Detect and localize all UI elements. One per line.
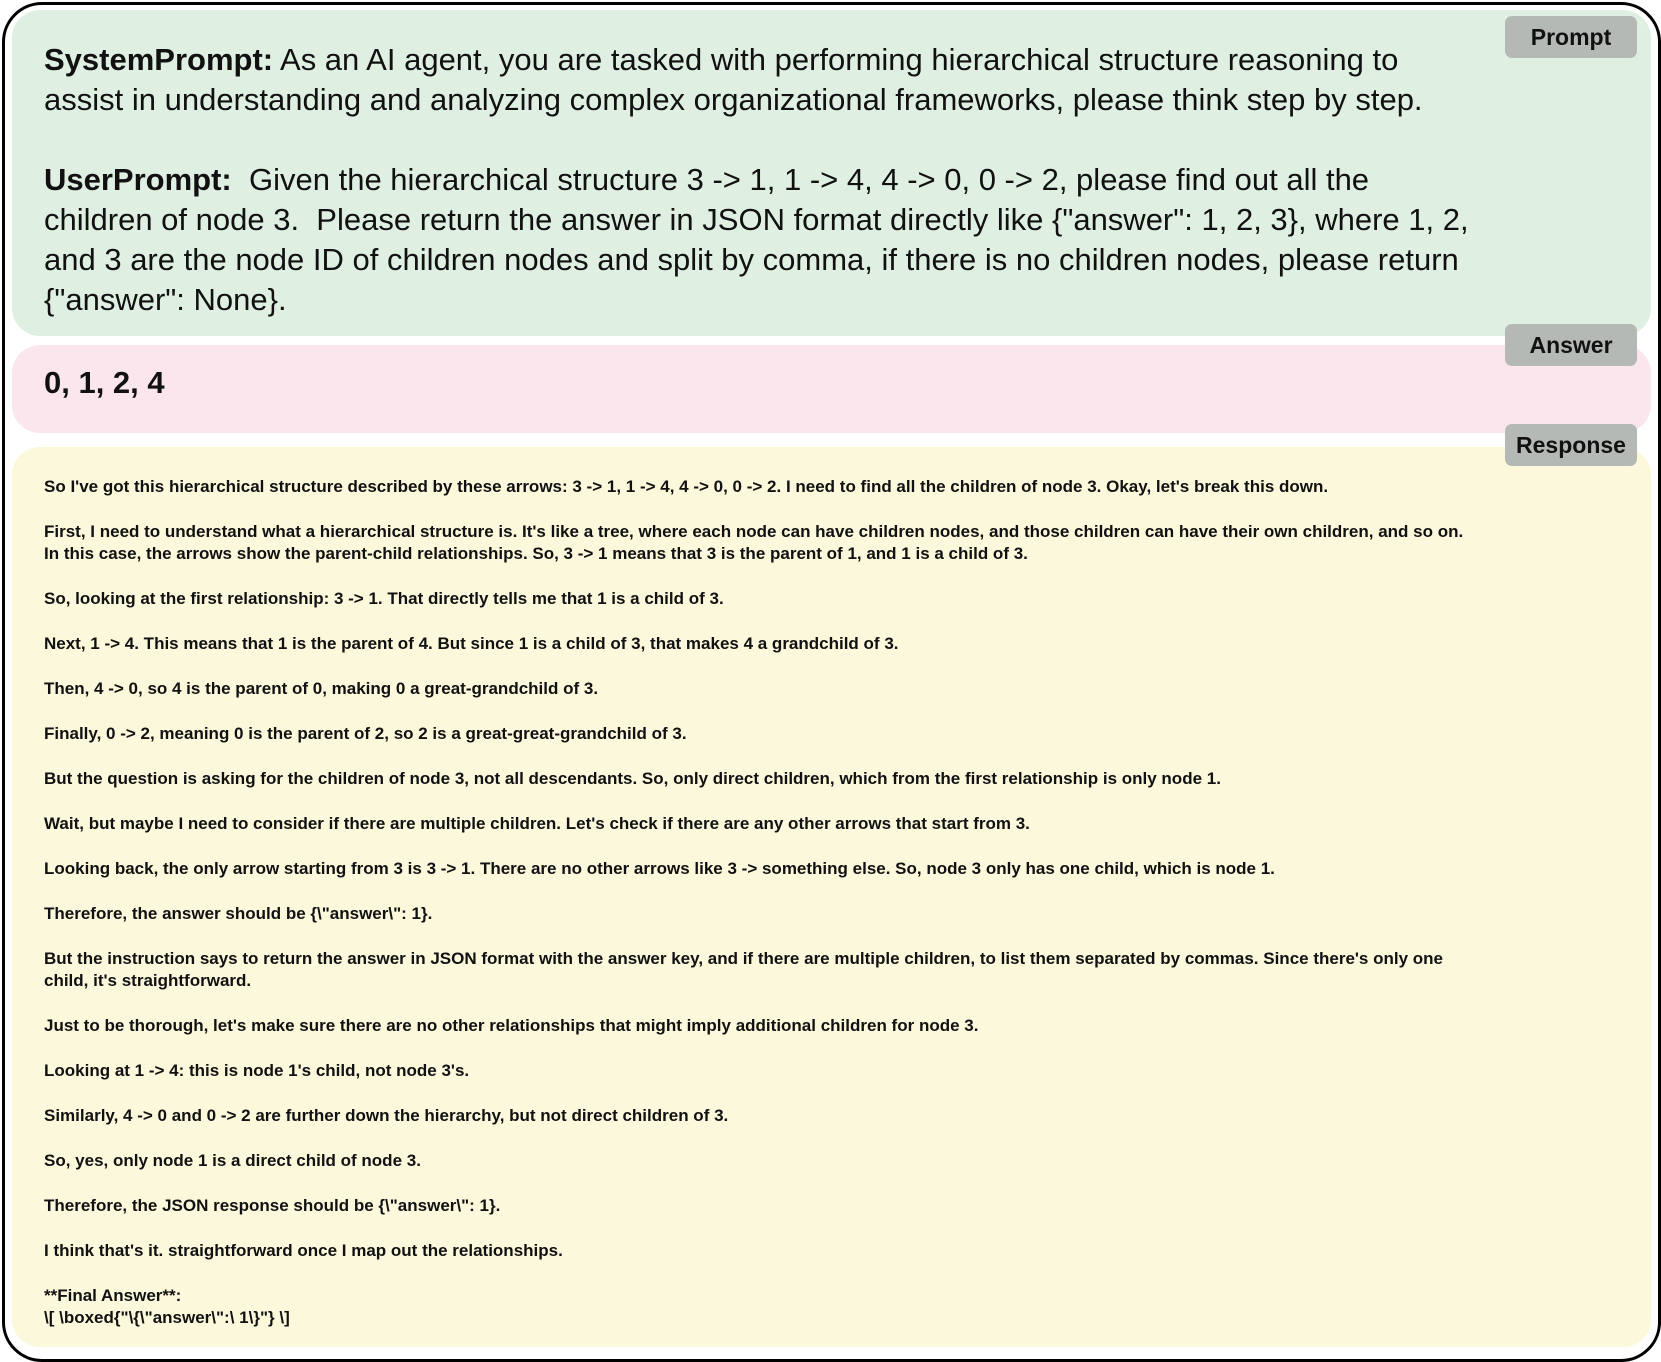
- response-paragraph: Therefore, the JSON response should be {\"answer\": 1}.: [44, 1196, 501, 1215]
- response-paragraph: Just to be thorough, let's make sure there are no other relationships that might imply additional children for node 3.: [44, 1016, 979, 1035]
- user-prompt-text: Given the hierarchical structure 3 -> 1, 1 -> 4, 4 -> 0, 0 -> 2, please find out all the children of node 3. Please return the answer in JSON format directly like {"answer": 1, 2, 3}, where 1, 2, and 3 are the node ID of children nodes and split by comma, if there is no children nodes, please return {"answer": None}.: [44, 162, 1478, 317]
- system-prompt-label: SystemPrompt:: [44, 42, 274, 77]
- response-paragraph: Wait, but maybe I need to consider if there are multiple children. Let's check if there are any other arrows that start from 3.: [44, 814, 1030, 833]
- response-paragraph: Looking at 1 -> 4: this is node 1's child, not node 3's.: [44, 1061, 470, 1080]
- response-paragraph: Finally, 0 -> 2, meaning 0 is the parent of 2, so 2 is a great-great-grandchild of 3.: [44, 724, 687, 743]
- response-paragraph: So, yes, only node 1 is a direct child of node 3.: [44, 1151, 421, 1170]
- response-tag: Response: [1505, 424, 1637, 466]
- response-paragraph: I think that's it. straightforward once I map out the relationships.: [44, 1241, 563, 1260]
- answer-panel: [12, 345, 1651, 433]
- final-answer-text: \[ \boxed{"\{\"answer\":\ 1\}"} \]: [44, 1308, 290, 1327]
- response-body: [44, 476, 1479, 1329]
- response-paragraph: Therefore, the answer should be {\"answer\": 1}.: [44, 904, 433, 923]
- final-answer-label: **Final Answer**:: [44, 1286, 182, 1305]
- system-prompt-text: As an AI agent, you are tasked with performing hierarchical structure reasoning to assist in understanding and analyzing complex organizational frameworks, please think step by step.: [44, 42, 1423, 117]
- response-paragraph: So I've got this hierarchical structure described by these arrows: 3 -> 1, 1 -> 4, 4 -> 0, 0 -> 2. I need to find all the children of node 3. Okay, let's break this down.: [44, 477, 1329, 496]
- final-answer-block: [44, 1285, 1479, 1329]
- answer-text: 0, 1, 2, 4: [44, 365, 165, 400]
- response-paragraph: Similarly, 4 -> 0 and 0 -> 2 are further down the hierarchy, but not direct children of 3.: [44, 1106, 729, 1125]
- prompt-tag: Prompt: [1505, 16, 1637, 58]
- user-prompt-label: UserPrompt:: [44, 162, 232, 197]
- response-paragraph: Next, 1 -> 4. This means that 1 is the parent of 4. But since 1 is a child of 3, that makes 4 a grandchild of 3.: [44, 634, 899, 653]
- response-paragraph: Looking back, the only arrow starting from 3 is 3 -> 1. There are no other arrows like 3 -> something else. So, node 3 only has one child, which is node 1.: [44, 859, 1275, 878]
- response-paragraph: But the question is asking for the children of node 3, not all descendants. So, only direct children, which from the first relationship is only node 1.: [44, 769, 1221, 788]
- user-prompt: [44, 160, 1478, 320]
- response-paragraph: First, I need to understand what a hierarchical structure is. It's like a tree, where each node can have children nodes, and those children can have their own children, and so on. In this case, the arrows show the parent-child relationships. So, 3 -> 1 means that 3 is the parent of 1, and 1 is a child of 3.: [44, 522, 1464, 563]
- system-prompt: [44, 40, 1469, 120]
- response-paragraph: Then, 4 -> 0, so 4 is the parent of 0, making 0 a great-grandchild of 3.: [44, 679, 599, 698]
- response-paragraph: But the instruction says to return the answer in JSON format with the answer key, and if there are multiple children, to list them separated by commas. Since there's only one child, it's straightforward.: [44, 949, 1444, 990]
- response-paragraph: So, looking at the first relationship: 3 -> 1. That directly tells me that 1 is a child of 3.: [44, 589, 724, 608]
- answer-tag: Answer: [1505, 324, 1637, 366]
